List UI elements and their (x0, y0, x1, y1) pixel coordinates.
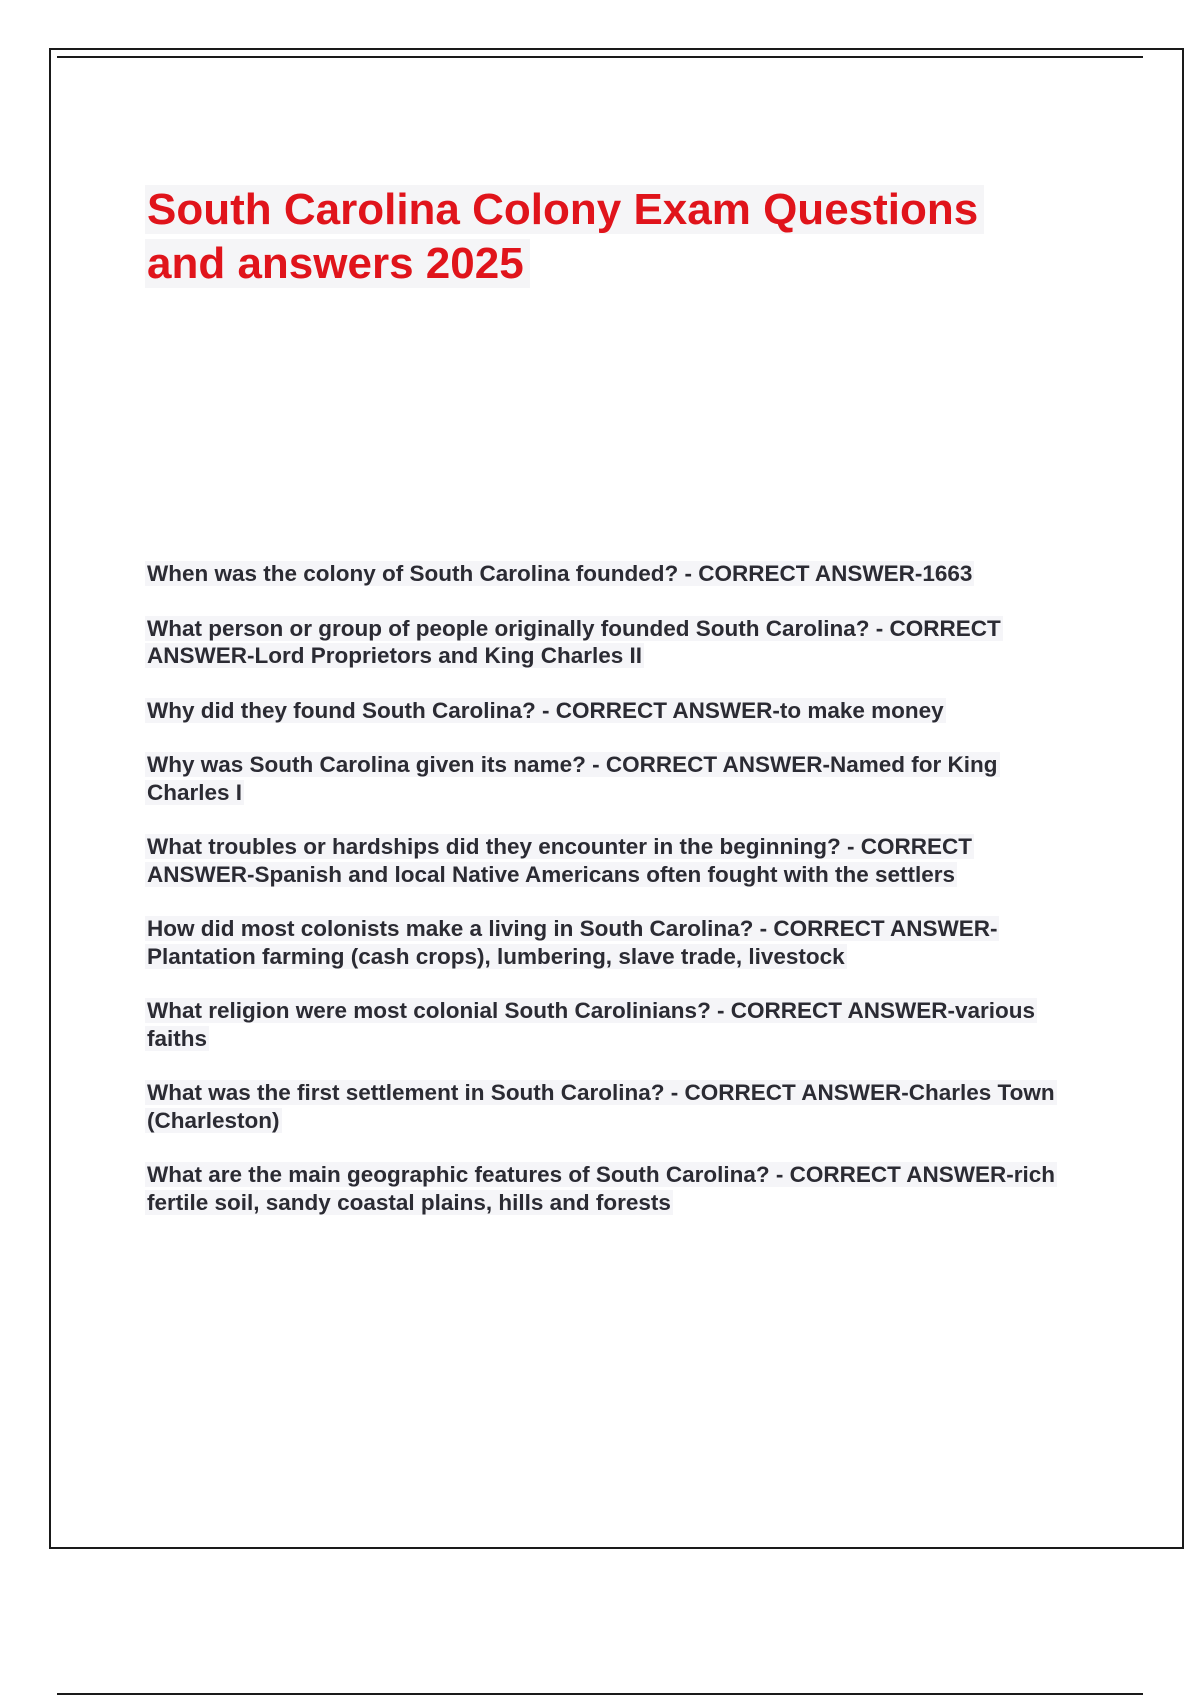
qa-item-7 (145, 997, 1065, 1052)
document-title (145, 183, 1045, 291)
qa-text: Why was South Carolina given its name? - CORRECT ANSWER-Named for King Charles I (147, 752, 998, 805)
qa-item-5 (145, 833, 1065, 888)
qa-item-8 (145, 1079, 1065, 1134)
qa-text: What troubles or hardships did they encounter in the beginning? - CORRECT ANSWER-Spanish and local Native Americans often fought with the settlers (147, 834, 973, 887)
document-title-line-1: South Carolina Colony Exam Questions (145, 185, 984, 234)
bottom-rule (57, 1693, 1143, 1695)
qa-text: When was the colony of South Carolina founded? - CORRECT ANSWER-1663 (147, 561, 973, 586)
qa-text: How did most colonists make a living in South Carolina? - CORRECT ANSWER-Plantation farming (cash crops), lumbering, slave trade, livestock (147, 916, 998, 969)
document-title-line-2: and answers 2025 (145, 239, 530, 288)
qa-item-9 (145, 1161, 1065, 1216)
qa-list (145, 560, 1065, 1243)
qa-item-2 (145, 615, 1065, 670)
qa-item-1 (145, 560, 1065, 588)
qa-item-6 (145, 915, 1065, 970)
qa-text: What person or group of people originally founded South Carolina? - CORRECT ANSWER-Lord Proprietors and King Charles II (147, 615, 1001, 668)
qa-item-4 (145, 751, 1065, 806)
qa-text: Why did they found South Carolina? - CORRECT ANSWER-to make money (147, 697, 944, 723)
qa-text: What religion were most colonial South Carolinians? - CORRECT ANSWER-various faiths (147, 998, 1035, 1051)
qa-text: What are the main geographic features of South Carolina? - CORRECT ANSWER-rich fertile soil, sandy coastal plains, hills and forests (147, 1162, 1055, 1215)
qa-item-3 (145, 697, 1065, 725)
qa-text: What was the first settlement in South Carolina? - CORRECT ANSWER-Charles Town (Charleston) (147, 1080, 1055, 1133)
